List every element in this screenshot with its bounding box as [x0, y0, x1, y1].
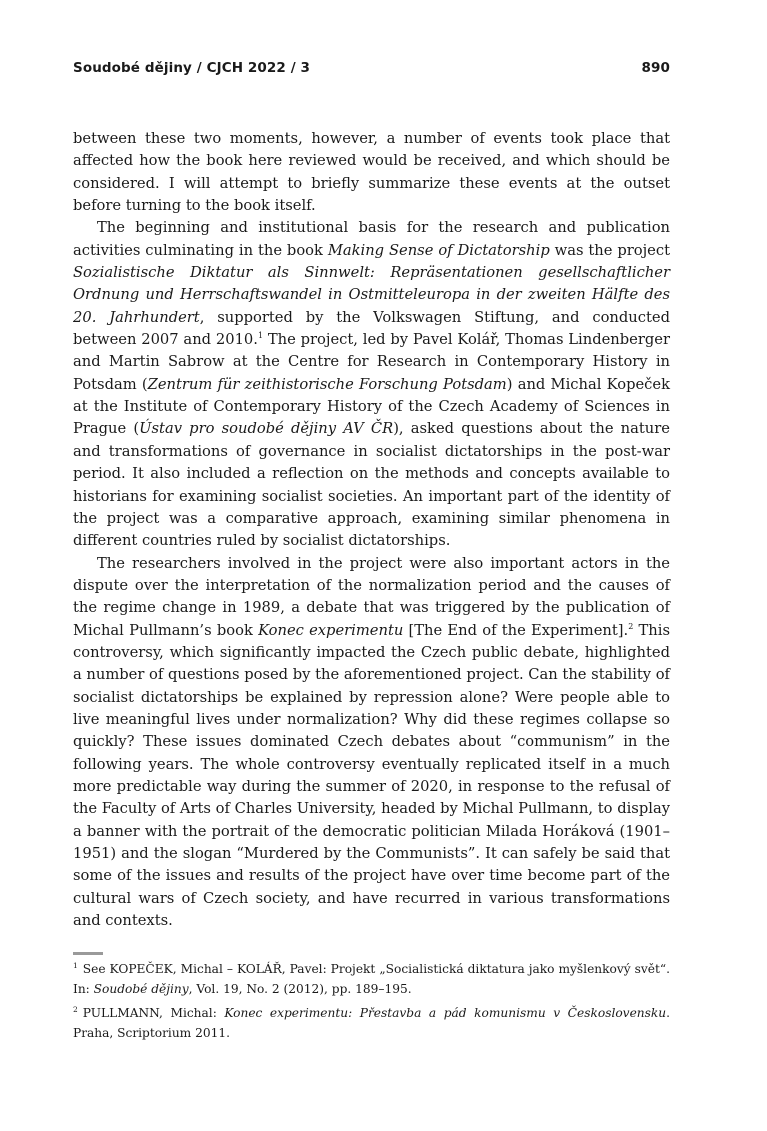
text-run: The project, led by Pavel Kolář, Thomas Lindenberger and Martin Sabrow at the Centre for Research in Contemporary History in Potsdam ( [73, 331, 670, 393]
text-run: was the project [549, 241, 670, 259]
journal-title: Soudobé dějiny / CJCH 2022 / 3 [73, 60, 311, 76]
text-run: ) and Michal Kopeček at the Institute of Contemporary History of the Czech Academy of Sciences in Prague ( [73, 375, 670, 438]
text-run: The researchers involved in the project were also important actors in the dispute over the interpretation of the normalization period and the causes of the regime change in 1989, a debate that was triggered by the publication of Michal Pullmann’s book [73, 554, 670, 639]
book-title: Konec experimentu: Přestavba a pád komunismu v Československu [224, 1006, 667, 1020]
text-run: This controversy, which significantly impacted the Czech public debate, highlighted a number of questions posed by the aforementioned project. Can the stability of socialist dictatorships be explained by repression alone? Were people able to live meaningful lives under normalization? Why did these regimes collapse so quickly? These issues dominated Czech debates about “communism” in the following years. The whole controversy eventually replicated itself in a much more predictable way during the summer of 2020, in response to the refusal of the Faculty of Arts of Charles University, headed by Michal Pullmann, to display a banner with the portrait of the democratic politician Milada Horáková (1901–1951) and the slogan “Murdered by the Communists”. It can safely be said that some of the issues and results of the project have over time become part of the cultural wars of Czech society, and have recurred in various transformations and contexts. [73, 621, 670, 930]
paragraph-3 [73, 553, 670, 933]
footnote-number: 2 [73, 1005, 78, 1014]
footnote-ref-2[interactable]: 2 [628, 621, 634, 631]
journal-name: Soudobé dějiny [93, 981, 189, 996]
institution-name: Ústav pro soudobé dějiny AV ČR [139, 420, 394, 438]
book-title: Making Sense of Dictatorship [327, 241, 550, 259]
footnote-1 [73, 960, 670, 999]
footnote-divider [73, 952, 103, 955]
footnote-number: 1 [73, 961, 78, 970]
footnotes [73, 960, 670, 1048]
article-body [73, 128, 670, 932]
paragraph-2 [73, 217, 670, 552]
text-run: See KOPEČEK, Michal – KOLÁŘ, Pavel: Projekt „Socialistická diktatura jako myšlenkový svět“. In: [73, 962, 670, 996]
text-run: [The End of the Experiment]. [403, 621, 629, 639]
institution-name: Zentrum für zeithistorische Forschung Potsdam [147, 375, 507, 393]
text-run: PULLMANN, Michal: [82, 1006, 225, 1020]
book-title: Konec experimentu [258, 621, 404, 639]
paragraph-1-text: between these two moments, however, a number of events took place that affected how the book here reviewed would be received, and which should be considered. I will attempt to briefly summarize these events at the outset before turning to the book itself. [73, 130, 670, 215]
project-title: Sozialistische Diktatur als Sinnwelt: Repräsentationen gesellschaftlicher Ordnung und Herrschaftswandel in Ostmitteleuropa in der zweiten Hälfte des 20. Jahrhundert [73, 264, 670, 326]
text-run: , Vol. 19, No. 2 (2012), pp. 189–195. [188, 981, 412, 996]
text-run: The beginning and institutional basis for the research and publication activities culminating in the book [73, 219, 670, 259]
paragraph-1 [73, 128, 670, 217]
footnote-2 [73, 1004, 670, 1043]
text-run: ), asked questions about the nature and transformations of governance in socialist dictatorships in the post-war period. It also included a reflection on the methods and concepts available to historians for examining socialist societies. An important part of the identity of the project was a comparative approach, examining similar phenomena in different countries ruled by socialist dictatorships. [73, 420, 670, 550]
text-run: , supported by the Volkswagen Stiftung, and conducted between 2007 and 2010. [73, 308, 670, 349]
footnote-ref-1[interactable]: 1 [257, 331, 264, 341]
page-number: 890 [641, 60, 670, 76]
text-run: . Praha, Scriptorium 2011. [73, 1006, 670, 1040]
